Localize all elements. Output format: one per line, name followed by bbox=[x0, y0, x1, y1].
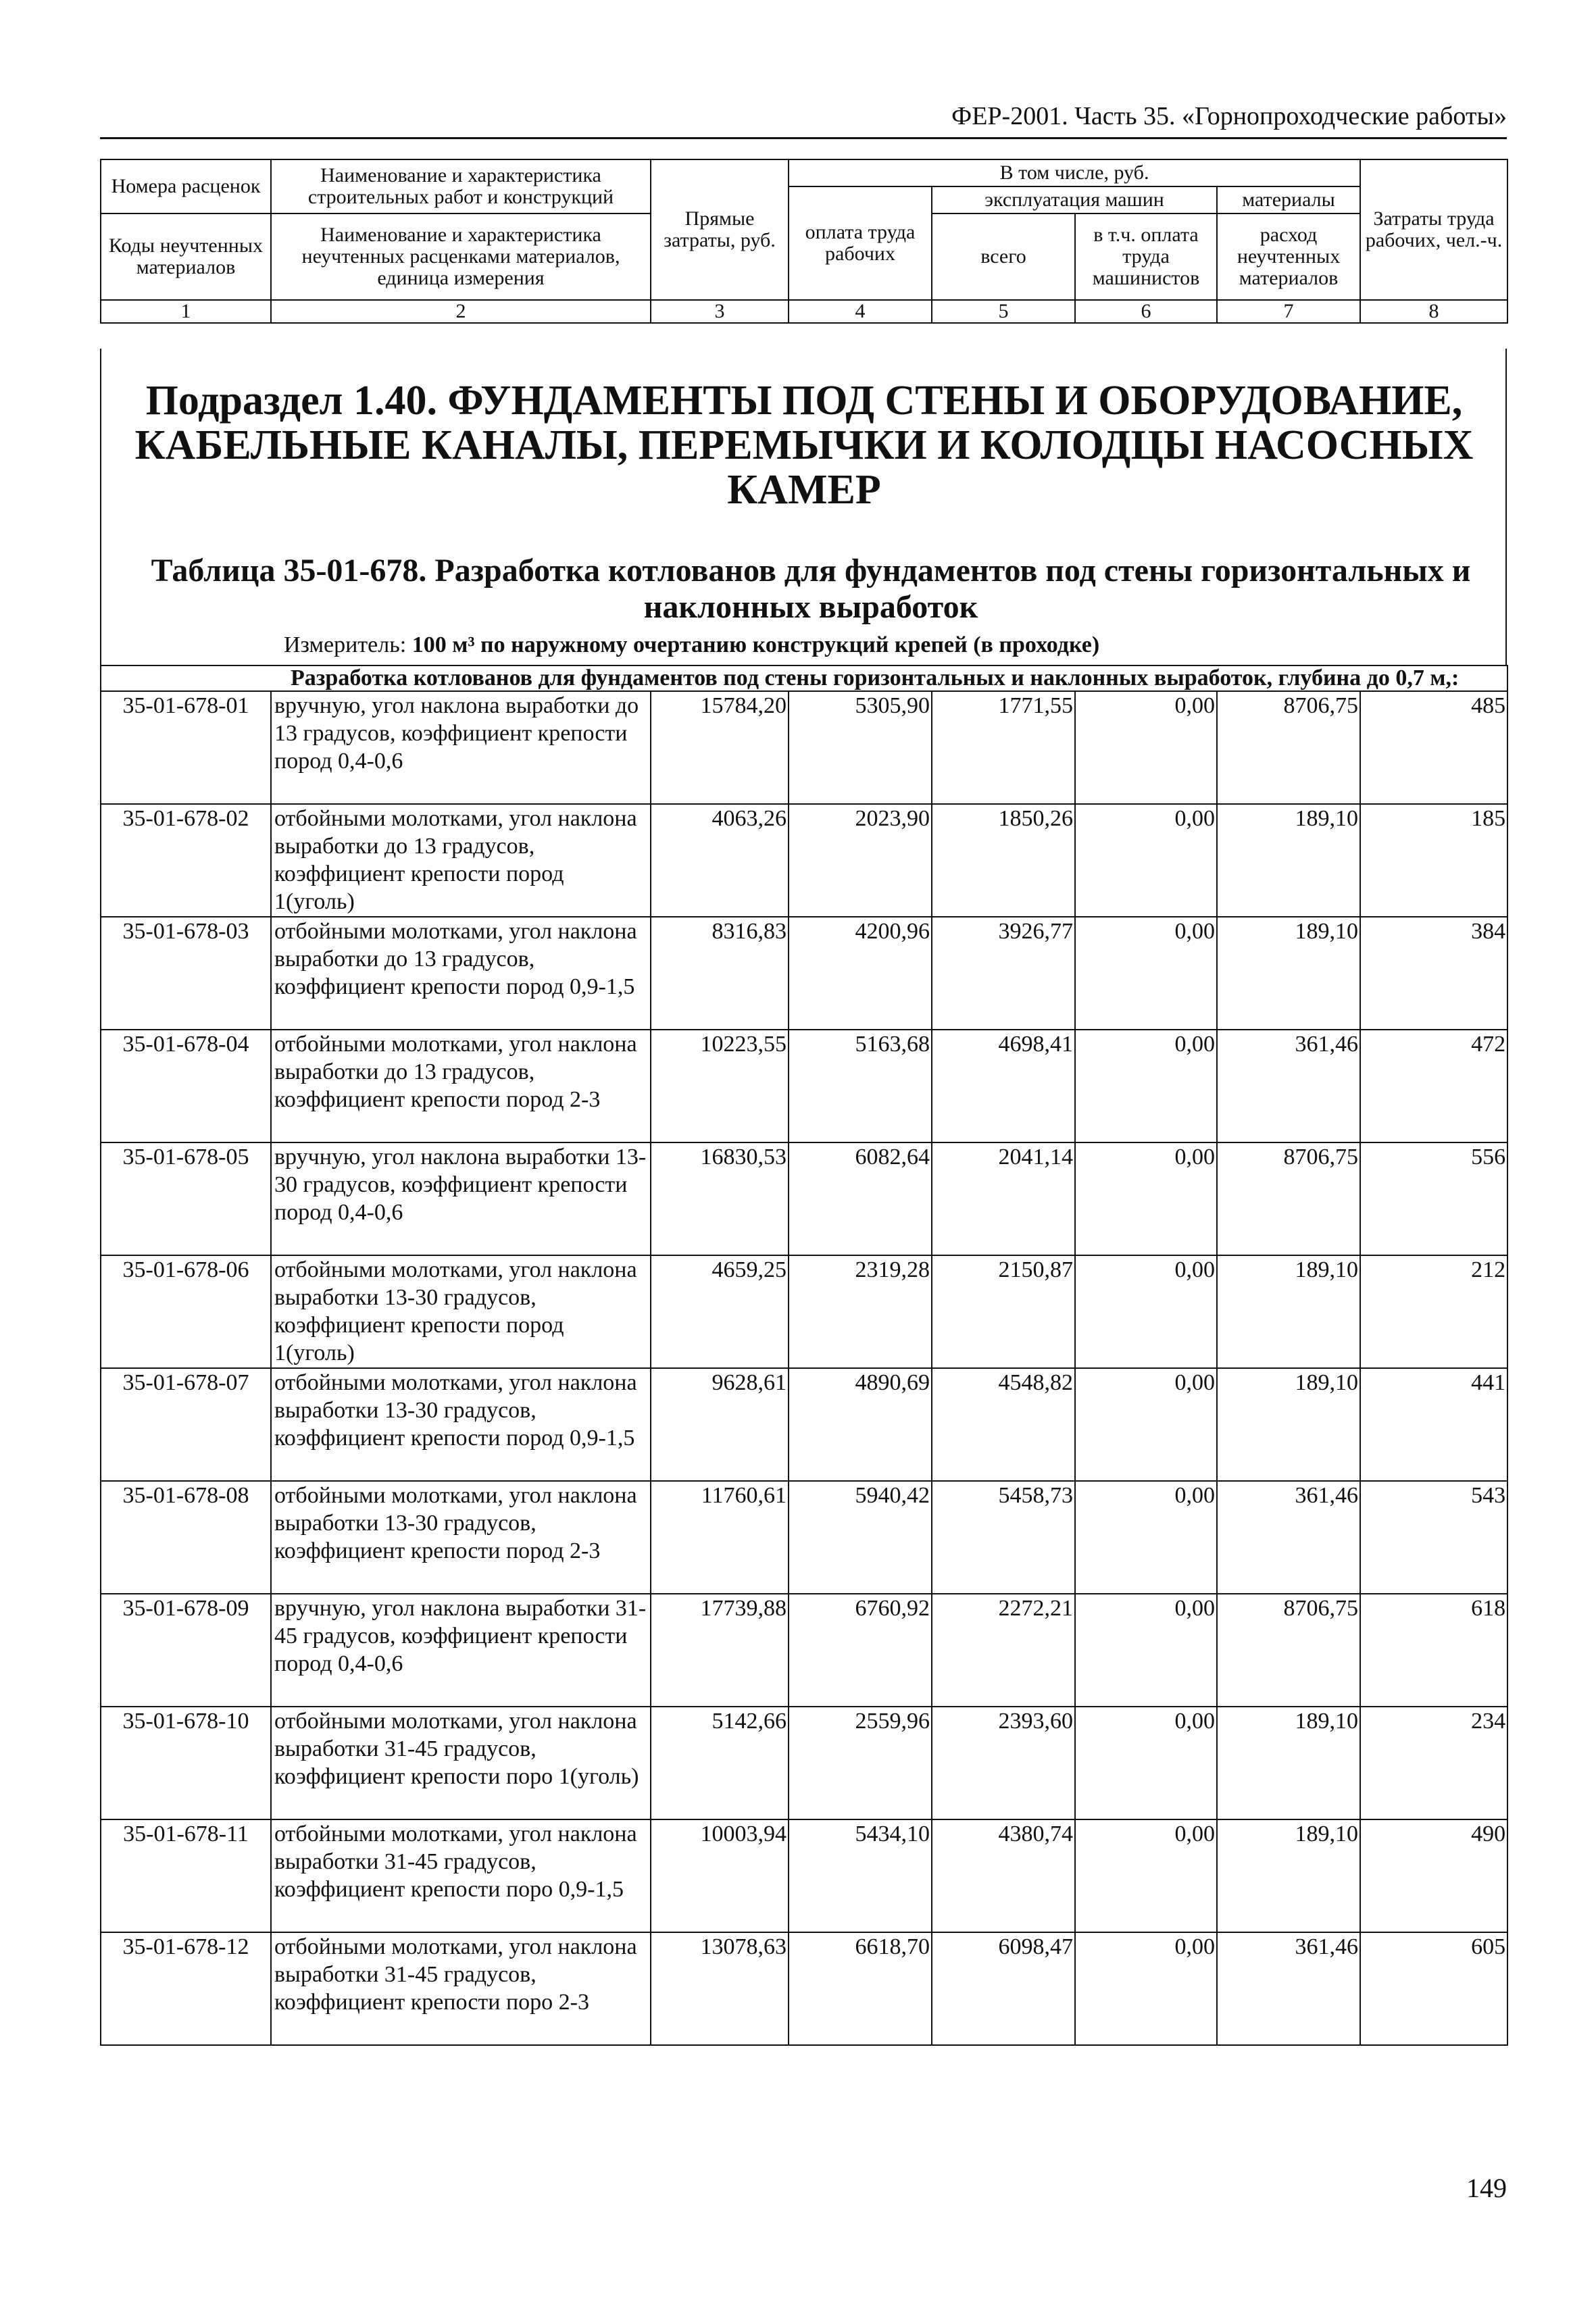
materials-cost: 189,10 bbox=[1217, 1255, 1360, 1368]
table-row bbox=[101, 917, 1507, 1030]
labor-hours: 212 bbox=[1360, 1255, 1507, 1368]
table-row bbox=[101, 1481, 1507, 1594]
header-materials-unaccounted: расход неучтенных материалов bbox=[1217, 213, 1360, 300]
page-number: 149 bbox=[1466, 2173, 1507, 2203]
labor-hours: 485 bbox=[1360, 691, 1507, 804]
labor-hours: 543 bbox=[1360, 1481, 1507, 1594]
machinists-pay: 0,00 bbox=[1075, 1707, 1217, 1819]
work-description: отбойными молотками, угол наклона выработки до 13 градусов, коэффициент крепости пород 2-3 bbox=[271, 1030, 651, 1142]
rate-code: 35-01-678-05 bbox=[101, 1142, 271, 1255]
header-rule bbox=[100, 137, 1507, 139]
labor-pay: 4890,69 bbox=[789, 1368, 932, 1481]
header-materials: материалы bbox=[1217, 186, 1360, 213]
machines-total: 6098,47 bbox=[932, 1932, 1075, 2045]
materials-cost: 189,10 bbox=[1217, 1819, 1360, 1932]
work-description: отбойными молотками, угол наклона выработки 13-30 градусов, коэффициент крепости пород 2-3 bbox=[271, 1481, 651, 1594]
materials-cost: 8706,75 bbox=[1217, 1594, 1360, 1707]
materials-cost: 189,10 bbox=[1217, 1707, 1360, 1819]
machinists-pay: 0,00 bbox=[1075, 1255, 1217, 1368]
rate-code: 35-01-678-07 bbox=[101, 1368, 271, 1481]
header-work-name: Наименование и характеристика строительных работ и конструкций bbox=[271, 159, 651, 213]
header-labor-costs: Затраты труда рабочих, чел.-ч. bbox=[1360, 159, 1507, 300]
subsection-title: Подраздел 1.40. ФУНДАМЕНТЫ ПОД СТЕНЫ И ОБОРУДОВАНИЕ, КАБЕЛЬНЫЕ КАНАЛЫ, ПЕРЕМЫЧКИ И КОЛОДЦЫ НАСОСНЫХ КАМЕР bbox=[134, 378, 1474, 513]
header-labor-pay: оплата труда рабочих bbox=[789, 186, 932, 300]
machinists-pay: 0,00 bbox=[1075, 1481, 1217, 1594]
labor-hours: 185 bbox=[1360, 804, 1507, 917]
rate-code: 35-01-678-10 bbox=[101, 1707, 271, 1819]
labor-hours: 605 bbox=[1360, 1932, 1507, 2045]
header-rate-numbers: Номера расценок bbox=[101, 159, 271, 213]
machinists-pay: 0,00 bbox=[1075, 1142, 1217, 1255]
labor-pay: 6760,92 bbox=[789, 1594, 932, 1707]
labor-pay: 4200,96 bbox=[789, 917, 932, 1030]
labor-pay: 5434,10 bbox=[789, 1819, 932, 1932]
rate-code: 35-01-678-02 bbox=[101, 804, 271, 917]
materials-cost: 189,10 bbox=[1217, 804, 1360, 917]
labor-pay: 6618,70 bbox=[789, 1932, 932, 2045]
column-number: 1 bbox=[101, 300, 271, 323]
materials-cost: 361,46 bbox=[1217, 1030, 1360, 1142]
column-number: 6 bbox=[1075, 300, 1217, 323]
table-row bbox=[101, 1368, 1507, 1481]
table-row bbox=[101, 691, 1507, 804]
table-title: Таблица 35-01-678. Разработка котлованов для фундаментов под стены горизонтальных и наклонных выработок bbox=[151, 553, 1471, 625]
header-material-name: Наименование и характеристика неучтенных расценками материалов, единица измерения bbox=[271, 213, 651, 300]
machinists-pay: 0,00 bbox=[1075, 917, 1217, 1030]
rate-code: 35-01-678-12 bbox=[101, 1932, 271, 2045]
measure-label: Измеритель: bbox=[284, 632, 407, 657]
direct-costs: 11760,61 bbox=[651, 1481, 789, 1594]
column-number: 4 bbox=[789, 300, 932, 323]
materials-cost: 361,46 bbox=[1217, 1932, 1360, 2045]
machines-total: 2272,21 bbox=[932, 1594, 1075, 1707]
page-header: ФЕР-2001. Часть 35. «Горнопроходческие работы» bbox=[951, 102, 1507, 130]
machines-total: 4548,82 bbox=[932, 1368, 1075, 1481]
column-number: 3 bbox=[651, 300, 789, 323]
labor-pay: 2559,96 bbox=[789, 1707, 932, 1819]
labor-pay: 5305,90 bbox=[789, 691, 932, 804]
direct-costs: 13078,63 bbox=[651, 1932, 789, 2045]
group-row bbox=[101, 665, 1507, 691]
work-description: отбойными молотками, угол наклона выработки 13-30 градусов, коэффициент крепости пород 0,9-1,5 bbox=[271, 1368, 651, 1481]
header-direct-costs: Прямые затраты, руб. bbox=[651, 159, 789, 300]
column-number: 8 bbox=[1360, 300, 1507, 323]
direct-costs: 10223,55 bbox=[651, 1030, 789, 1142]
machines-total: 1771,55 bbox=[932, 691, 1075, 804]
machinists-pay: 0,00 bbox=[1075, 691, 1217, 804]
direct-costs: 10003,94 bbox=[651, 1819, 789, 1932]
table-row bbox=[101, 1932, 1507, 2045]
work-description: отбойными молотками, угол наклона выработки 31-45 градусов, коэффициент крепости поро 1(уголь) bbox=[271, 1707, 651, 1819]
rate-code: 35-01-678-03 bbox=[101, 917, 271, 1030]
table-header bbox=[100, 159, 1508, 324]
materials-cost: 8706,75 bbox=[1217, 691, 1360, 804]
table-row bbox=[101, 804, 1507, 917]
direct-costs: 9628,61 bbox=[651, 1368, 789, 1481]
rate-code: 35-01-678-11 bbox=[101, 1819, 271, 1932]
machinists-pay: 0,00 bbox=[1075, 804, 1217, 917]
direct-costs: 15784,20 bbox=[651, 691, 789, 804]
table-row bbox=[101, 1255, 1507, 1368]
labor-hours: 384 bbox=[1360, 917, 1507, 1030]
table-row bbox=[101, 1594, 1507, 1707]
table-row bbox=[101, 1142, 1507, 1255]
rate-code: 35-01-678-09 bbox=[101, 1594, 271, 1707]
labor-hours: 234 bbox=[1360, 1707, 1507, 1819]
work-description: отбойными молотками, угол наклона выработки до 13 градусов, коэффициент крепости пород 0,9-1,5 bbox=[271, 917, 651, 1030]
machinists-pay: 0,00 bbox=[1075, 1030, 1217, 1142]
work-description: вручную, угол наклона выработки 31-45 градусов, коэффициент крепости пород 0,4-0,6 bbox=[271, 1594, 651, 1707]
table-row bbox=[101, 1707, 1507, 1819]
work-description: вручную, угол наклона выработки до 13 градусов, коэффициент крепости пород 0,4-0,6 bbox=[271, 691, 651, 804]
materials-cost: 189,10 bbox=[1217, 1368, 1360, 1481]
labor-hours: 441 bbox=[1360, 1368, 1507, 1481]
labor-pay: 2023,90 bbox=[789, 804, 932, 917]
direct-costs: 5142,66 bbox=[651, 1707, 789, 1819]
machinists-pay: 0,00 bbox=[1075, 1594, 1217, 1707]
work-description: отбойными молотками, угол наклона выработки до 13 градусов, коэффициент крепости пород 1(уголь) bbox=[271, 804, 651, 917]
rate-code: 35-01-678-04 bbox=[101, 1030, 271, 1142]
group-title: Разработка котлованов для фундаментов под стены горизонтальных и наклонных выработок, глубина до 0,7 м,: bbox=[101, 665, 1507, 691]
table-row bbox=[101, 1819, 1507, 1932]
work-description: отбойными молотками, угол наклона выработки 31-45 градусов, коэффициент крепости поро 0,9-1,5 bbox=[271, 1819, 651, 1932]
work-description: вручную, угол наклона выработки 13-30 градусов, коэффициент крепости пород 0,4-0,6 bbox=[271, 1142, 651, 1255]
machinists-pay: 0,00 bbox=[1075, 1932, 1217, 2045]
machines-total: 2150,87 bbox=[932, 1255, 1075, 1368]
labor-pay: 5163,68 bbox=[789, 1030, 932, 1142]
labor-pay: 5940,42 bbox=[789, 1481, 932, 1594]
column-number: 5 bbox=[932, 300, 1075, 323]
labor-pay: 6082,64 bbox=[789, 1142, 932, 1255]
column-number: 7 bbox=[1217, 300, 1360, 323]
direct-costs: 16830,53 bbox=[651, 1142, 789, 1255]
direct-costs: 8316,83 bbox=[651, 917, 789, 1030]
machines-total: 4380,74 bbox=[932, 1819, 1075, 1932]
header-machines-total: всего bbox=[932, 213, 1075, 300]
rate-code: 35-01-678-01 bbox=[101, 691, 271, 804]
direct-costs: 4063,26 bbox=[651, 804, 789, 917]
rate-code: 35-01-678-08 bbox=[101, 1481, 271, 1594]
work-description: отбойными молотками, угол наклона выработки 31-45 градусов, коэффициент крепости поро 2-3 bbox=[271, 1932, 651, 2045]
rates-table bbox=[100, 665, 1508, 2046]
materials-cost: 8706,75 bbox=[1217, 1142, 1360, 1255]
header-machinists-pay: в т.ч. оплата труда машинистов bbox=[1075, 213, 1217, 300]
direct-costs: 17739,88 bbox=[651, 1594, 789, 1707]
labor-hours: 618 bbox=[1360, 1594, 1507, 1707]
table-row bbox=[101, 1030, 1507, 1142]
machines-total: 4698,41 bbox=[932, 1030, 1075, 1142]
machinists-pay: 0,00 bbox=[1075, 1368, 1217, 1481]
work-description: отбойными молотками, угол наклона выработки 13-30 градусов, коэффициент крепости пород 1(уголь) bbox=[271, 1255, 651, 1368]
column-number: 2 bbox=[271, 300, 651, 323]
machines-total: 1850,26 bbox=[932, 804, 1075, 917]
labor-hours: 556 bbox=[1360, 1142, 1507, 1255]
machinists-pay: 0,00 bbox=[1075, 1819, 1217, 1932]
labor-hours: 490 bbox=[1360, 1819, 1507, 1932]
measure-line bbox=[284, 632, 1500, 658]
rate-code: 35-01-678-06 bbox=[101, 1255, 271, 1368]
materials-cost: 189,10 bbox=[1217, 917, 1360, 1030]
machines-total: 3926,77 bbox=[932, 917, 1075, 1030]
measure-value: 100 м³ по наружному очертанию конструкций крепей (в проходке) bbox=[412, 632, 1100, 657]
machines-total: 2393,60 bbox=[932, 1707, 1075, 1819]
machines-total: 2041,14 bbox=[932, 1142, 1075, 1255]
labor-pay: 2319,28 bbox=[789, 1255, 932, 1368]
direct-costs: 4659,25 bbox=[651, 1255, 789, 1368]
header-machines: эксплуатация машин bbox=[932, 186, 1217, 213]
machines-total: 5458,73 bbox=[932, 1481, 1075, 1594]
header-material-codes: Коды неучтенных материалов bbox=[101, 213, 271, 300]
labor-hours: 472 bbox=[1360, 1030, 1507, 1142]
header-in-total: В том числе, руб. bbox=[789, 159, 1360, 186]
materials-cost: 361,46 bbox=[1217, 1481, 1360, 1594]
